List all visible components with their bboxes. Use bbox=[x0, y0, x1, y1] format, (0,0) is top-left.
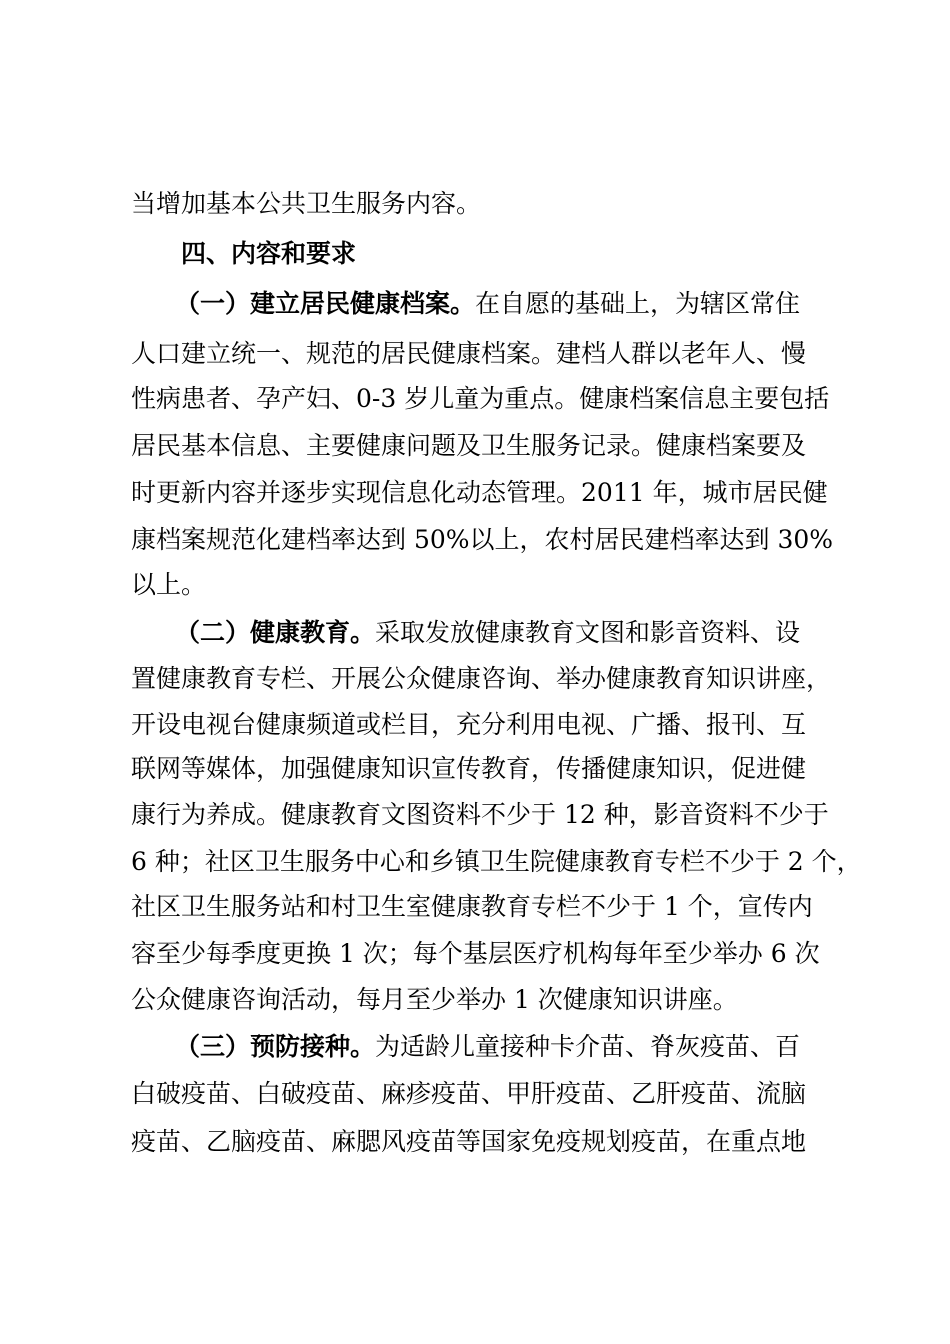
text-line: 以上。 bbox=[131, 570, 207, 599]
text-line: 联网等媒体，加强健康知识宣传教育，传播健康知识，促进健 bbox=[131, 754, 807, 783]
text-segment: 为适龄儿童接种卡介苗、脊灰疫苗、百 bbox=[375, 1032, 801, 1061]
text-line: 人口建立统一、规范的居民健康档案。建档人群以老年人、慢 bbox=[131, 339, 807, 368]
text-line: 社区卫生服务站和村卫生室健康教育专栏不少于 1 个，宣传内 bbox=[131, 892, 813, 921]
text-line: 居民基本信息、主要健康问题及卫生服务记录。健康档案要及 bbox=[131, 431, 807, 460]
subsection-heading: （一）建立居民健康档案。 bbox=[175, 289, 476, 318]
text-line: 6 种；社区卫生服务中心和乡镇卫生院健康教育专栏不少于 2 个， bbox=[131, 847, 862, 876]
text-line: 康行为养成。健康教育文图资料不少于 12 种，影音资料不少于 bbox=[131, 800, 829, 829]
text-line: 容至少每季度更换 1 次；每个基层医疗机构每年至少举办 6 次 bbox=[131, 939, 820, 968]
text-segment: 在自愿的基础上，为辖区常住 bbox=[475, 289, 801, 318]
text-line: 当增加基本公共卫生服务内容。 bbox=[131, 189, 482, 218]
paragraph-first-line bbox=[175, 1032, 800, 1062]
text-line: 公众健康咨询活动，每月至少举办 1 次健康知识讲座。 bbox=[131, 985, 738, 1014]
text-line: 置健康教育专栏、开展公众健康咨询、举办健康教育知识讲座， bbox=[131, 664, 832, 693]
text-line: 时更新内容并逐步实现信息化动态管理。2011 年，城市居民健 bbox=[131, 478, 828, 507]
text-line: 开设电视台健康频道或栏目，充分利用电视、广播、报刊、互 bbox=[131, 710, 807, 739]
text-line: 康档案规范化建档率达到 50%以上，农村居民建档率达到 30% bbox=[131, 525, 834, 554]
text-line: 白破疫苗、白破疫苗、麻疹疫苗、甲肝疫苗、乙肝疫苗、流脑 bbox=[131, 1079, 807, 1108]
paragraph-first-line bbox=[175, 289, 800, 319]
section-heading: 四、内容和要求 bbox=[181, 239, 357, 268]
text-segment: 采取发放健康教育文图和影音资料、设 bbox=[375, 618, 801, 647]
text-line: 疫苗、乙脑疫苗、麻腮风疫苗等国家免疫规划疫苗，在重点地 bbox=[131, 1127, 807, 1156]
paragraph-first-line bbox=[175, 618, 800, 648]
subsection-heading: （三）预防接种。 bbox=[175, 1032, 376, 1061]
text-line: 性病患者、孕产妇、0-3 岁儿童为重点。健康档案信息主要包括 bbox=[131, 384, 830, 413]
subsection-heading: （二）健康教育。 bbox=[175, 618, 376, 647]
